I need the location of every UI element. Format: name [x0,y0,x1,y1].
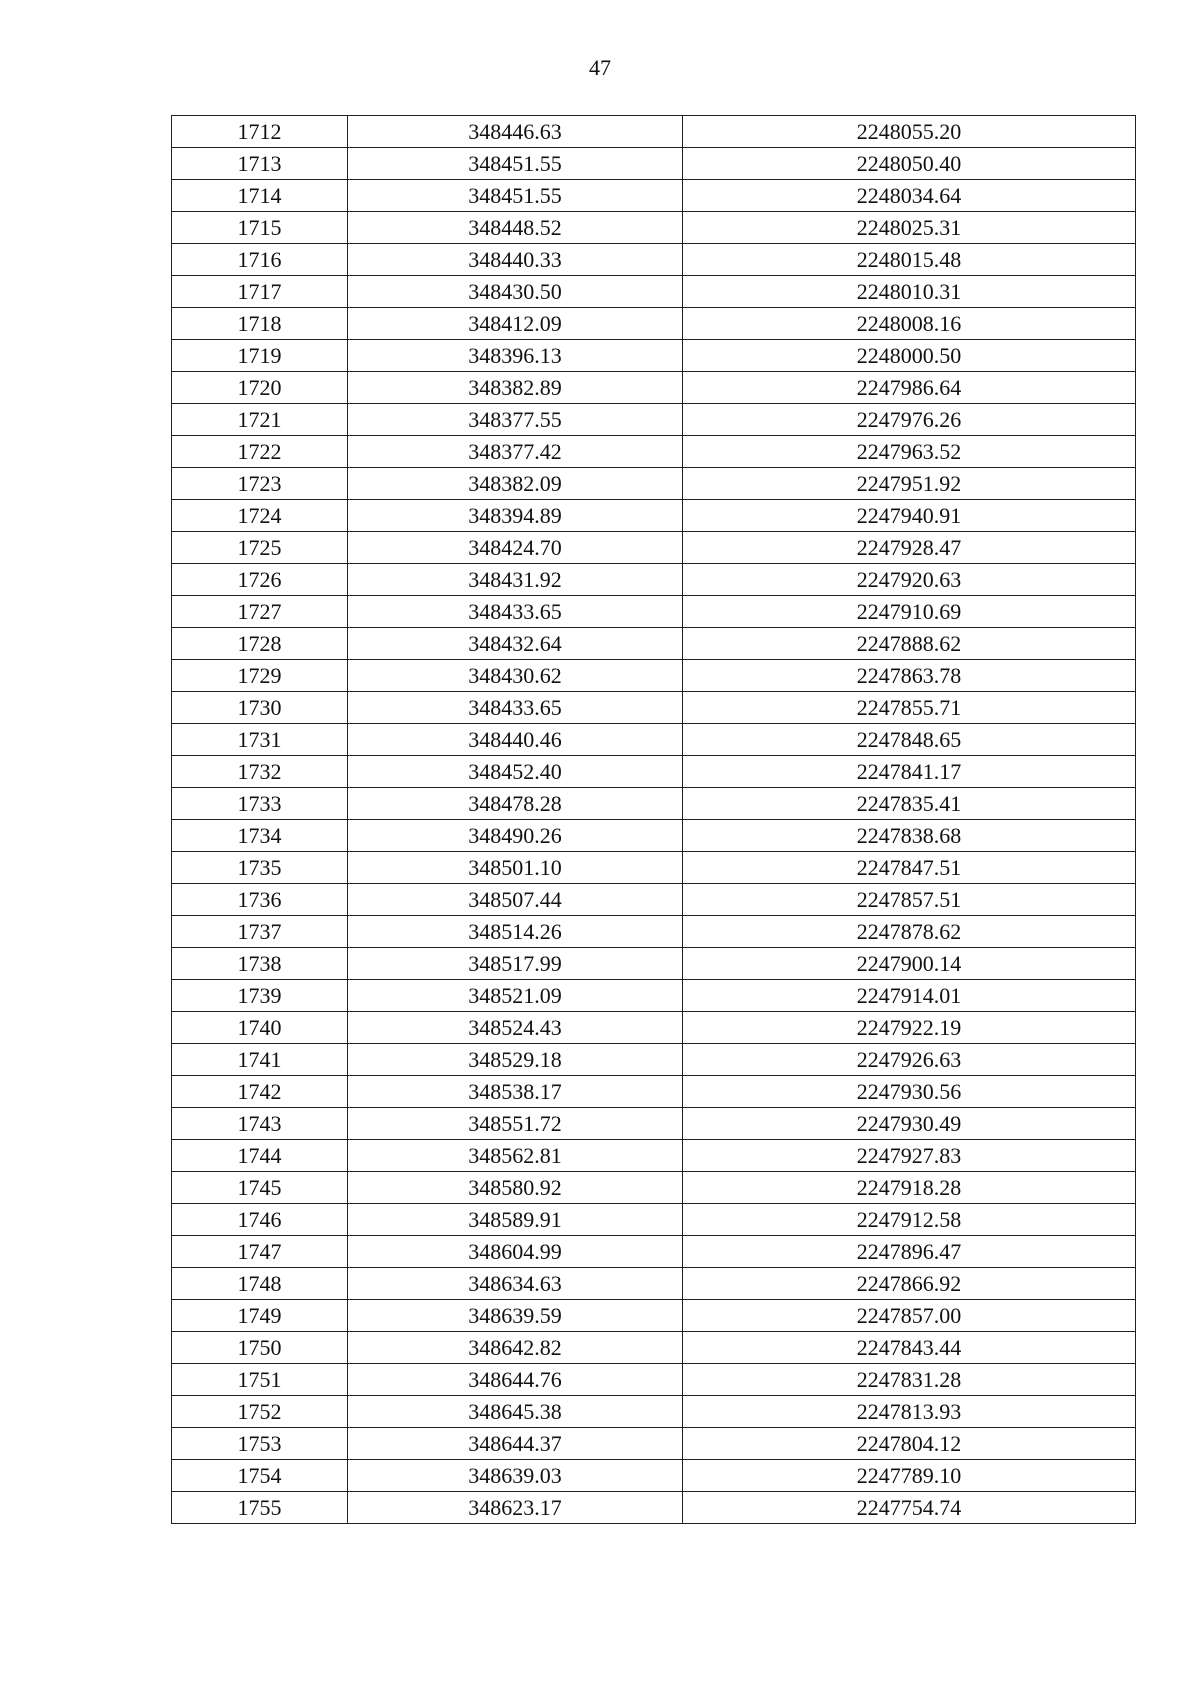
point-number-cell: 1715 [172,212,348,244]
y-coordinate-cell: 2247863.78 [683,660,1136,692]
table-row [172,1332,1136,1364]
point-number-cell: 1720 [172,372,348,404]
y-coordinate-cell: 2247918.28 [683,1172,1136,1204]
x-coordinate-cell: 348377.42 [348,436,683,468]
x-coordinate-cell: 348490.26 [348,820,683,852]
point-number-cell: 1747 [172,1236,348,1268]
point-number-cell: 1743 [172,1108,348,1140]
point-number-cell: 1734 [172,820,348,852]
table-row [172,1140,1136,1172]
x-coordinate-cell: 348517.99 [348,948,683,980]
table-row [172,212,1136,244]
table-row [172,692,1136,724]
table-row [172,1044,1136,1076]
coordinates-table [171,115,1136,1524]
y-coordinate-cell: 2247963.52 [683,436,1136,468]
y-coordinate-cell: 2247754.74 [683,1492,1136,1524]
table-row [172,500,1136,532]
point-number-cell: 1739 [172,980,348,1012]
point-number-cell: 1732 [172,756,348,788]
table-row [172,1012,1136,1044]
point-number-cell: 1736 [172,884,348,916]
y-coordinate-cell: 2248050.40 [683,148,1136,180]
x-coordinate-cell: 348451.55 [348,180,683,212]
table-row [172,308,1136,340]
x-coordinate-cell: 348430.50 [348,276,683,308]
y-coordinate-cell: 2247866.92 [683,1268,1136,1300]
point-number-cell: 1713 [172,148,348,180]
y-coordinate-cell: 2247841.17 [683,756,1136,788]
y-coordinate-cell: 2247922.19 [683,1012,1136,1044]
y-coordinate-cell: 2248010.31 [683,276,1136,308]
table-row [172,724,1136,756]
x-coordinate-cell: 348507.44 [348,884,683,916]
table-row [172,1428,1136,1460]
point-number-cell: 1751 [172,1364,348,1396]
y-coordinate-cell: 2247857.51 [683,884,1136,916]
y-coordinate-cell: 2247838.68 [683,820,1136,852]
y-coordinate-cell: 2247930.56 [683,1076,1136,1108]
table-row [172,628,1136,660]
point-number-cell: 1735 [172,852,348,884]
table-row [172,148,1136,180]
point-number-cell: 1754 [172,1460,348,1492]
y-coordinate-cell: 2247831.28 [683,1364,1136,1396]
y-coordinate-cell: 2248015.48 [683,244,1136,276]
x-coordinate-cell: 348634.63 [348,1268,683,1300]
y-coordinate-cell: 2247930.49 [683,1108,1136,1140]
point-number-cell: 1742 [172,1076,348,1108]
table-row [172,1076,1136,1108]
y-coordinate-cell: 2247910.69 [683,596,1136,628]
y-coordinate-cell: 2247857.00 [683,1300,1136,1332]
point-number-cell: 1737 [172,916,348,948]
point-number-cell: 1755 [172,1492,348,1524]
y-coordinate-cell: 2247847.51 [683,852,1136,884]
table-row [172,468,1136,500]
table-row [172,1364,1136,1396]
table-row [172,180,1136,212]
point-number-cell: 1725 [172,532,348,564]
x-coordinate-cell: 348382.89 [348,372,683,404]
x-coordinate-cell: 348431.92 [348,564,683,596]
point-number-cell: 1728 [172,628,348,660]
y-coordinate-cell: 2247855.71 [683,692,1136,724]
x-coordinate-cell: 348529.18 [348,1044,683,1076]
y-coordinate-cell: 2247835.41 [683,788,1136,820]
x-coordinate-cell: 348440.33 [348,244,683,276]
x-coordinate-cell: 348433.65 [348,692,683,724]
y-coordinate-cell: 2247912.58 [683,1204,1136,1236]
point-number-cell: 1753 [172,1428,348,1460]
y-coordinate-cell: 2247813.93 [683,1396,1136,1428]
y-coordinate-cell: 2247896.47 [683,1236,1136,1268]
y-coordinate-cell: 2247940.91 [683,500,1136,532]
point-number-cell: 1724 [172,500,348,532]
coordinates-table-body [172,116,1136,1524]
point-number-cell: 1744 [172,1140,348,1172]
y-coordinate-cell: 2248025.31 [683,212,1136,244]
x-coordinate-cell: 348501.10 [348,852,683,884]
x-coordinate-cell: 348394.89 [348,500,683,532]
point-number-cell: 1716 [172,244,348,276]
point-number-cell: 1752 [172,1396,348,1428]
table-row [172,1204,1136,1236]
y-coordinate-cell: 2247920.63 [683,564,1136,596]
x-coordinate-cell: 348589.91 [348,1204,683,1236]
y-coordinate-cell: 2247789.10 [683,1460,1136,1492]
x-coordinate-cell: 348521.09 [348,980,683,1012]
y-coordinate-cell: 2247804.12 [683,1428,1136,1460]
y-coordinate-cell: 2247848.65 [683,724,1136,756]
point-number-cell: 1733 [172,788,348,820]
y-coordinate-cell: 2248008.16 [683,308,1136,340]
table-row [172,756,1136,788]
x-coordinate-cell: 348446.63 [348,116,683,148]
point-number-cell: 1738 [172,948,348,980]
table-row [172,1300,1136,1332]
x-coordinate-cell: 348377.55 [348,404,683,436]
y-coordinate-cell: 2247928.47 [683,532,1136,564]
table-row [172,1172,1136,1204]
x-coordinate-cell: 348538.17 [348,1076,683,1108]
y-coordinate-cell: 2247914.01 [683,980,1136,1012]
x-coordinate-cell: 348424.70 [348,532,683,564]
table-row [172,404,1136,436]
table-row [172,1268,1136,1300]
point-number-cell: 1749 [172,1300,348,1332]
table-row [172,1108,1136,1140]
table-row [172,788,1136,820]
y-coordinate-cell: 2247843.44 [683,1332,1136,1364]
x-coordinate-cell: 348562.81 [348,1140,683,1172]
page-number: 47 [589,55,611,80]
table-row [172,1460,1136,1492]
point-number-cell: 1714 [172,180,348,212]
point-number-cell: 1727 [172,596,348,628]
table-row [172,372,1136,404]
point-number-cell: 1730 [172,692,348,724]
point-number-cell: 1726 [172,564,348,596]
table-row [172,276,1136,308]
x-coordinate-cell: 348645.38 [348,1396,683,1428]
table-row [172,980,1136,1012]
x-coordinate-cell: 348452.40 [348,756,683,788]
point-number-cell: 1722 [172,436,348,468]
y-coordinate-cell: 2248034.64 [683,180,1136,212]
point-number-cell: 1719 [172,340,348,372]
x-coordinate-cell: 348478.28 [348,788,683,820]
table-row [172,596,1136,628]
table-row [172,532,1136,564]
point-number-cell: 1721 [172,404,348,436]
point-number-cell: 1746 [172,1204,348,1236]
x-coordinate-cell: 348551.72 [348,1108,683,1140]
point-number-cell: 1745 [172,1172,348,1204]
x-coordinate-cell: 348639.59 [348,1300,683,1332]
x-coordinate-cell: 348382.09 [348,468,683,500]
table-row [172,436,1136,468]
point-number-cell: 1740 [172,1012,348,1044]
y-coordinate-cell: 2247927.83 [683,1140,1136,1172]
y-coordinate-cell: 2247951.92 [683,468,1136,500]
table-row [172,116,1136,148]
x-coordinate-cell: 348396.13 [348,340,683,372]
table-row [172,1236,1136,1268]
table-row [172,340,1136,372]
x-coordinate-cell: 348580.92 [348,1172,683,1204]
x-coordinate-cell: 348432.64 [348,628,683,660]
x-coordinate-cell: 348623.17 [348,1492,683,1524]
table-row [172,564,1136,596]
x-coordinate-cell: 348524.43 [348,1012,683,1044]
x-coordinate-cell: 348412.09 [348,308,683,340]
table-row [172,948,1136,980]
table-row [172,916,1136,948]
point-number-cell: 1729 [172,660,348,692]
x-coordinate-cell: 348448.52 [348,212,683,244]
y-coordinate-cell: 2247888.62 [683,628,1136,660]
table-row [172,244,1136,276]
table-row [172,852,1136,884]
y-coordinate-cell: 2247986.64 [683,372,1136,404]
point-number-cell: 1718 [172,308,348,340]
x-coordinate-cell: 348644.76 [348,1364,683,1396]
x-coordinate-cell: 348433.65 [348,596,683,628]
y-coordinate-cell: 2247926.63 [683,1044,1136,1076]
table-row [172,1396,1136,1428]
y-coordinate-cell: 2247976.26 [683,404,1136,436]
point-number-cell: 1717 [172,276,348,308]
x-coordinate-cell: 348514.26 [348,916,683,948]
point-number-cell: 1748 [172,1268,348,1300]
point-number-cell: 1723 [172,468,348,500]
y-coordinate-cell: 2248000.50 [683,340,1136,372]
x-coordinate-cell: 348440.46 [348,724,683,756]
y-coordinate-cell: 2247900.14 [683,948,1136,980]
x-coordinate-cell: 348430.62 [348,660,683,692]
x-coordinate-cell: 348642.82 [348,1332,683,1364]
point-number-cell: 1741 [172,1044,348,1076]
y-coordinate-cell: 2247878.62 [683,916,1136,948]
y-coordinate-cell: 2248055.20 [683,116,1136,148]
x-coordinate-cell: 348451.55 [348,148,683,180]
point-number-cell: 1750 [172,1332,348,1364]
table-row [172,660,1136,692]
x-coordinate-cell: 348639.03 [348,1460,683,1492]
table-row [172,884,1136,916]
table-row [172,1492,1136,1524]
x-coordinate-cell: 348644.37 [348,1428,683,1460]
point-number-cell: 1731 [172,724,348,756]
x-coordinate-cell: 348604.99 [348,1236,683,1268]
table-row [172,820,1136,852]
point-number-cell: 1712 [172,116,348,148]
